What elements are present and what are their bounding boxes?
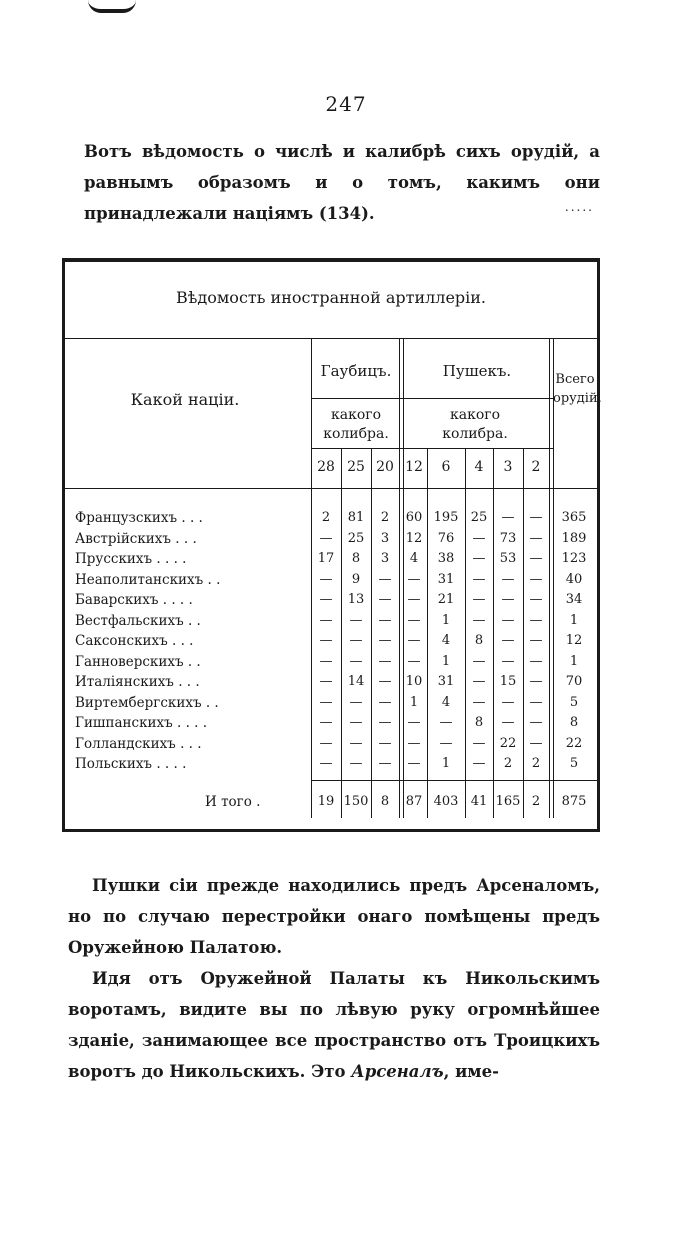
nation-row-label: Австрійскихъ . . . — [75, 530, 197, 547]
nation-row-label: Неаполитанскихъ . . — [75, 571, 221, 588]
table-cell: — — [378, 715, 392, 730]
table-cell: — — [529, 551, 543, 566]
table-cell: 14 — [347, 674, 365, 689]
table-cell: — — [472, 653, 486, 669]
group-rule — [311, 398, 553, 399]
table-cell: — — [378, 571, 392, 587]
table-cell: — — [407, 653, 421, 669]
table-cell: 21 — [437, 592, 455, 607]
column-total: 165 — [495, 794, 521, 809]
table-cell: — — [319, 571, 333, 587]
caliber-28: 28 — [317, 459, 335, 475]
howitzers-caliber-label: какого колибра. — [323, 407, 389, 442]
cannons-header: Пушекъ. — [442, 362, 512, 380]
grand-total: 875 — [561, 794, 587, 809]
table-cell: — — [407, 633, 421, 648]
total-header: Всего орудій. — [553, 372, 602, 406]
nation-row-label: Польскихъ . . . . — [75, 756, 187, 772]
top-margin-mark — [88, 0, 136, 13]
caliber-4: 4 — [474, 459, 484, 475]
table-cell: — — [529, 715, 543, 730]
table-cell: — — [529, 612, 543, 628]
caliber-20: 20 — [376, 459, 394, 475]
table-cell: 1 — [441, 612, 451, 628]
row-total: 40 — [565, 571, 583, 587]
howitzers-header: Гаубицъ. — [320, 362, 392, 380]
table-cell: — — [501, 571, 515, 587]
table-cell: — — [378, 694, 392, 710]
table-cell: 4 — [409, 551, 419, 566]
table-cell: — — [472, 756, 486, 771]
table-cell: — — [378, 735, 392, 751]
table-cell: 4 — [441, 633, 451, 648]
row-total: 34 — [565, 592, 583, 607]
table-cell: 12 — [405, 530, 423, 546]
row-total: 1 — [569, 612, 579, 628]
table-cell: — — [319, 653, 333, 669]
table-cell: — — [439, 715, 453, 730]
row-total: 189 — [561, 530, 587, 546]
table-cell: — — [501, 592, 515, 607]
table-cell: 22 — [499, 735, 517, 751]
table-cell: — — [319, 735, 333, 751]
table-cell: — — [472, 571, 486, 587]
caliber-2: 2 — [531, 459, 541, 475]
table-cell: — — [378, 612, 392, 628]
table-cell: — — [501, 715, 515, 730]
table-cell: — — [319, 530, 333, 546]
table-cell: — — [319, 633, 333, 648]
table-cell: 4 — [441, 694, 451, 710]
table-cell: 8 — [474, 715, 484, 730]
table-cell: 13 — [347, 592, 365, 607]
body-text — [68, 870, 600, 1087]
table-cell: 1 — [409, 694, 419, 710]
nation-header: Какой націи. — [130, 390, 240, 409]
table-cell: 3 — [380, 551, 390, 566]
nation-row-label: Италіянскихъ . . . — [75, 674, 200, 690]
caliber-label-rule — [311, 448, 553, 449]
table-cell: 25 — [470, 510, 488, 525]
table-cell: — — [472, 694, 486, 710]
table-cell: 25 — [347, 530, 365, 546]
table-cell: — — [349, 612, 363, 628]
row-total: 5 — [569, 756, 579, 771]
table-cell: — — [319, 694, 333, 710]
table-cell: — — [378, 653, 392, 669]
table-cell: 3 — [380, 530, 390, 546]
table-cell: — — [378, 756, 392, 771]
nation-row-label: Виртембергскихъ . . — [75, 694, 219, 711]
row-total: 123 — [561, 551, 587, 566]
table-cell: — — [501, 510, 515, 525]
paragraph-2-start: Идя отъ Оружейной Палаты къ Никольскимъ воротамъ, видите вы по лѣвую руку огромнѣйшее зданіе, занимающее все пространство отъ Троицкихъ воротъ до Никольскихъ. Это — [68, 969, 600, 1081]
table-cell: 76 — [437, 530, 455, 546]
title-rule — [65, 338, 597, 339]
nation-row-label: Прусскихъ . . . . — [75, 551, 187, 567]
table-cell: — — [378, 592, 392, 607]
intro-dots: ..... — [564, 200, 594, 214]
table-cell: 2 — [531, 756, 541, 771]
column-total: 403 — [433, 794, 459, 809]
table-title: Вѣдомость иностранной артиллеріи. — [175, 288, 487, 307]
column-total: 150 — [343, 794, 369, 809]
page-number: 247 — [325, 92, 367, 116]
row-total: 22 — [565, 735, 583, 751]
intro-paragraph — [84, 136, 600, 229]
table-cell: — — [501, 612, 515, 628]
row-total: 5 — [569, 694, 579, 710]
table-cell: 31 — [437, 571, 455, 587]
table-cell: — — [407, 756, 421, 771]
table-cell: — — [472, 612, 486, 628]
nation-row-label: Баварскихъ . . . . — [75, 592, 193, 608]
nation-row-label: Голландскихъ . . . — [75, 735, 202, 752]
table-cell: — — [319, 612, 333, 628]
table-cell: 15 — [499, 674, 517, 689]
column-total: 41 — [470, 794, 488, 809]
table-cell: — — [529, 633, 543, 648]
table-cell: — — [319, 715, 333, 730]
total-label: И того . — [205, 794, 261, 810]
nation-row-label: Гишпанскихъ . . . . — [75, 715, 208, 731]
table-cell: — — [529, 653, 543, 669]
table-cell: — — [529, 592, 543, 607]
table-cell: — — [472, 592, 486, 607]
table-cell: — — [407, 592, 421, 607]
table-cell: 2 — [503, 756, 513, 771]
table-cell: — — [472, 674, 486, 689]
table-cell: — — [529, 674, 543, 689]
row-total: 1 — [569, 653, 579, 669]
table-cell: 2 — [380, 510, 390, 525]
artillery-table — [62, 258, 600, 832]
table-cell: 31 — [437, 674, 455, 689]
table-cell: — — [349, 735, 363, 751]
table-cell: 8 — [474, 633, 484, 648]
paragraph-2 — [68, 963, 600, 1087]
nation-row-label: Саксонскихъ . . . — [75, 633, 194, 649]
nation-row-label: Вестфальскихъ . . — [75, 612, 201, 629]
table-cell: 81 — [347, 510, 365, 525]
table-cell: — — [319, 674, 333, 689]
table-cell: 53 — [499, 551, 517, 566]
total-rule — [311, 780, 597, 781]
table-cell: 73 — [499, 530, 517, 546]
row-total: 70 — [565, 674, 583, 689]
table-cell: — — [349, 653, 363, 669]
table-cell: — — [349, 715, 363, 730]
table-cell: — — [407, 612, 421, 628]
table-cell: 38 — [437, 551, 455, 566]
caliber-6: 6 — [441, 459, 451, 475]
table-cell: — — [529, 694, 543, 710]
table-cell: 195 — [433, 510, 459, 525]
table-cell: — — [349, 633, 363, 648]
table-cell: 9 — [351, 571, 361, 587]
caliber-3: 3 — [503, 459, 513, 475]
table-cell: — — [472, 735, 486, 751]
table-cell: — — [319, 592, 333, 607]
table-cell: — — [472, 551, 486, 566]
table-cell: — — [472, 530, 486, 546]
row-total: 365 — [561, 510, 587, 525]
cannons-caliber-label: какого колибра. — [442, 407, 508, 442]
table-cell: — — [319, 756, 333, 771]
table-cell: 1 — [441, 756, 451, 771]
table-cell: — — [407, 571, 421, 587]
table-cell: — — [529, 510, 543, 525]
column-total: 87 — [405, 794, 423, 809]
table-cell: — — [439, 735, 453, 751]
column-total: 8 — [380, 794, 390, 809]
table-cell: — — [378, 674, 392, 689]
table-cell: 1 — [441, 653, 451, 669]
intro-text: Вотъ вѣдомость о числѣ и калибрѣ сихъ орудій, а равнымъ образомъ и о томъ, какимъ они принадлежали націямъ (134). — [84, 142, 600, 223]
table-cell: 60 — [405, 510, 423, 525]
row-total: 12 — [565, 633, 583, 648]
table-cell: — — [501, 633, 515, 648]
paragraph-2-arsenal: Арсеналъ — [351, 1062, 444, 1081]
table-cell: 2 — [321, 510, 331, 525]
row-total: 8 — [569, 715, 579, 730]
table-cell: — — [529, 571, 543, 587]
caliber-25: 25 — [347, 459, 365, 475]
nation-row-label: Ганноверскихъ . . — [75, 653, 201, 670]
table-cell: 17 — [317, 551, 335, 566]
table-cell: — — [501, 653, 515, 669]
table-cell: — — [378, 633, 392, 648]
caliber-12: 12 — [405, 459, 423, 475]
nation-row-label: Французскихъ . . . — [75, 510, 203, 526]
table-cell: — — [349, 694, 363, 710]
column-total: 2 — [531, 794, 541, 809]
paragraph-2-end: , име- — [443, 1062, 499, 1081]
table-cell: — — [407, 715, 421, 730]
table-cell: — — [529, 530, 543, 546]
table-cell: 8 — [351, 551, 361, 566]
table-cell: — — [529, 735, 543, 751]
paragraph-1: Пушки сіи прежде находились предъ Арсеналомъ, но по случаю перестройки онаго помѣщены предъ Оружейною Палатою. — [68, 876, 600, 957]
table-cell: 10 — [405, 674, 423, 689]
header-rule — [65, 488, 597, 489]
table-cell: — — [407, 735, 421, 751]
table-cell: — — [501, 694, 515, 710]
table-cell: — — [349, 756, 363, 771]
column-total: 19 — [317, 794, 335, 809]
